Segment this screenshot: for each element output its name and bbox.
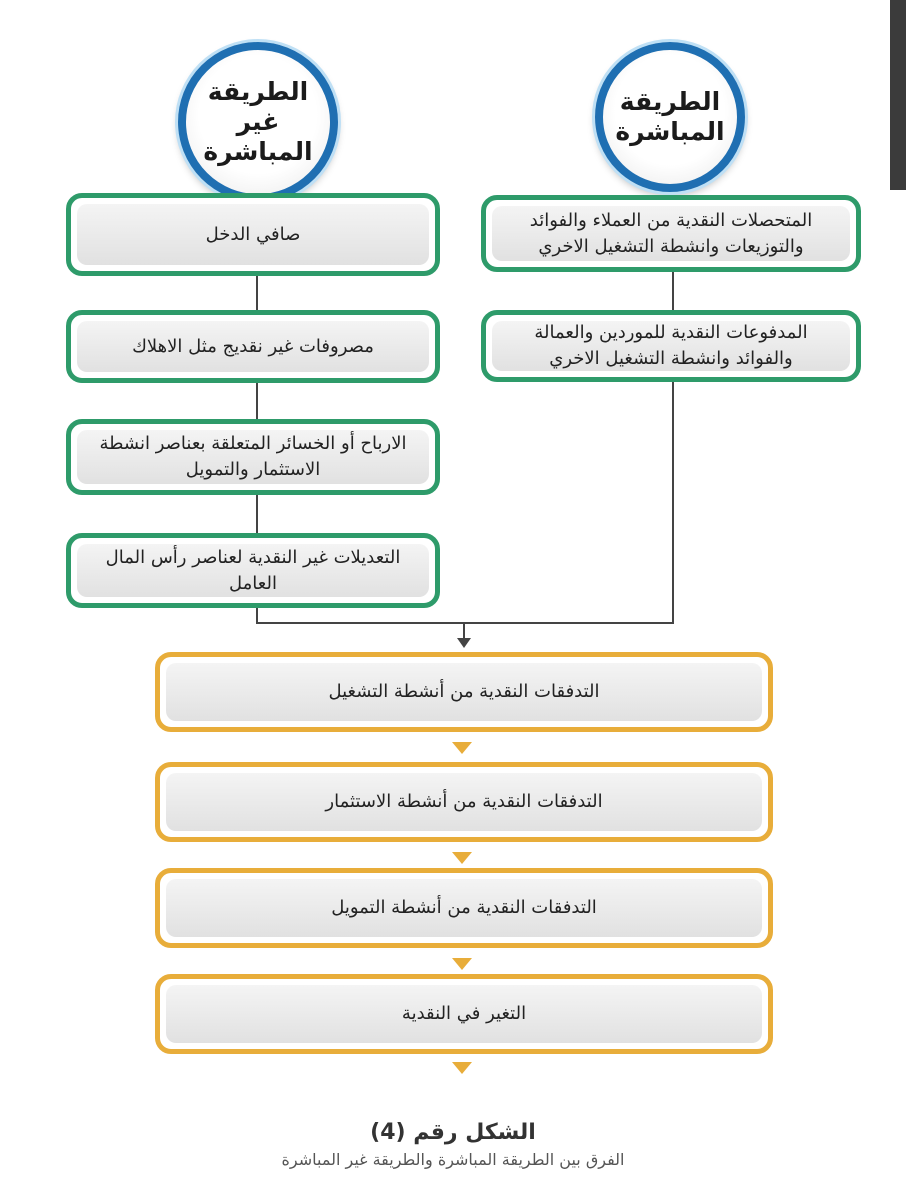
figure-subtitle: الفرق بين الطريقة المباشرة والطريقة غير المباشرة: [281, 1150, 625, 1169]
indirect-step-text: صافي الدخل: [77, 204, 429, 265]
indirect-step: [66, 533, 440, 608]
indirect-method-header: [178, 42, 338, 202]
connector-line: [256, 276, 258, 310]
result-step-text: التدفقات النقدية من أنشطة التشغيل: [166, 663, 762, 721]
connector-line: [672, 382, 674, 624]
result-arrow-icon: [452, 1062, 472, 1074]
direct-step: [481, 195, 861, 272]
result-arrow-icon: [452, 742, 472, 754]
indirect-step-text: مصروفات غير نقديج مثل الاهلاك: [77, 321, 429, 372]
connector-line: [256, 495, 258, 533]
result-step: [155, 652, 773, 732]
connector-line: [672, 272, 674, 310]
screen-edge-strip: [890, 0, 906, 190]
direct-step-text: المدفوعات النقدية للموردين والعمالة والفوائد وانشطة التشغيل الاخري: [492, 321, 850, 371]
direct-step-text: المتحصلات النقدية من العملاء والفوائد والتوزيعات وانشطة التشغيل الاخري: [492, 206, 850, 261]
indirect-step-text: التعديلات غير النقدية لعناصر رأس المال العامل: [77, 544, 429, 597]
indirect-step: [66, 193, 440, 276]
indirect-method-label: الطريقة غير المباشرة: [203, 77, 313, 166]
result-step-text: التغير في النقدية: [166, 985, 762, 1043]
merge-arrow-icon: [457, 638, 471, 648]
indirect-step: [66, 419, 440, 495]
indirect-step-text: الارباح أو الخسائر المتعلقة بعناصر انشطة الاستثمار والتمويل: [77, 430, 429, 484]
connector-line: [256, 383, 258, 419]
direct-step: [481, 310, 861, 382]
result-step-text: التدفقات النقدية من أنشطة التمويل: [166, 879, 762, 937]
result-step: [155, 868, 773, 948]
merge-line: [256, 622, 674, 624]
indirect-step: [66, 310, 440, 383]
result-step-text: التدفقات النقدية من أنشطة الاستثمار: [166, 773, 762, 831]
result-step: [155, 762, 773, 842]
figure-title: الشكل رقم (4): [370, 1120, 536, 1145]
result-arrow-icon: [452, 852, 472, 864]
direct-method-label: الطريقة المباشرة: [615, 87, 725, 146]
result-step: [155, 974, 773, 1054]
direct-method-header: [595, 42, 745, 192]
result-arrow-icon: [452, 958, 472, 970]
